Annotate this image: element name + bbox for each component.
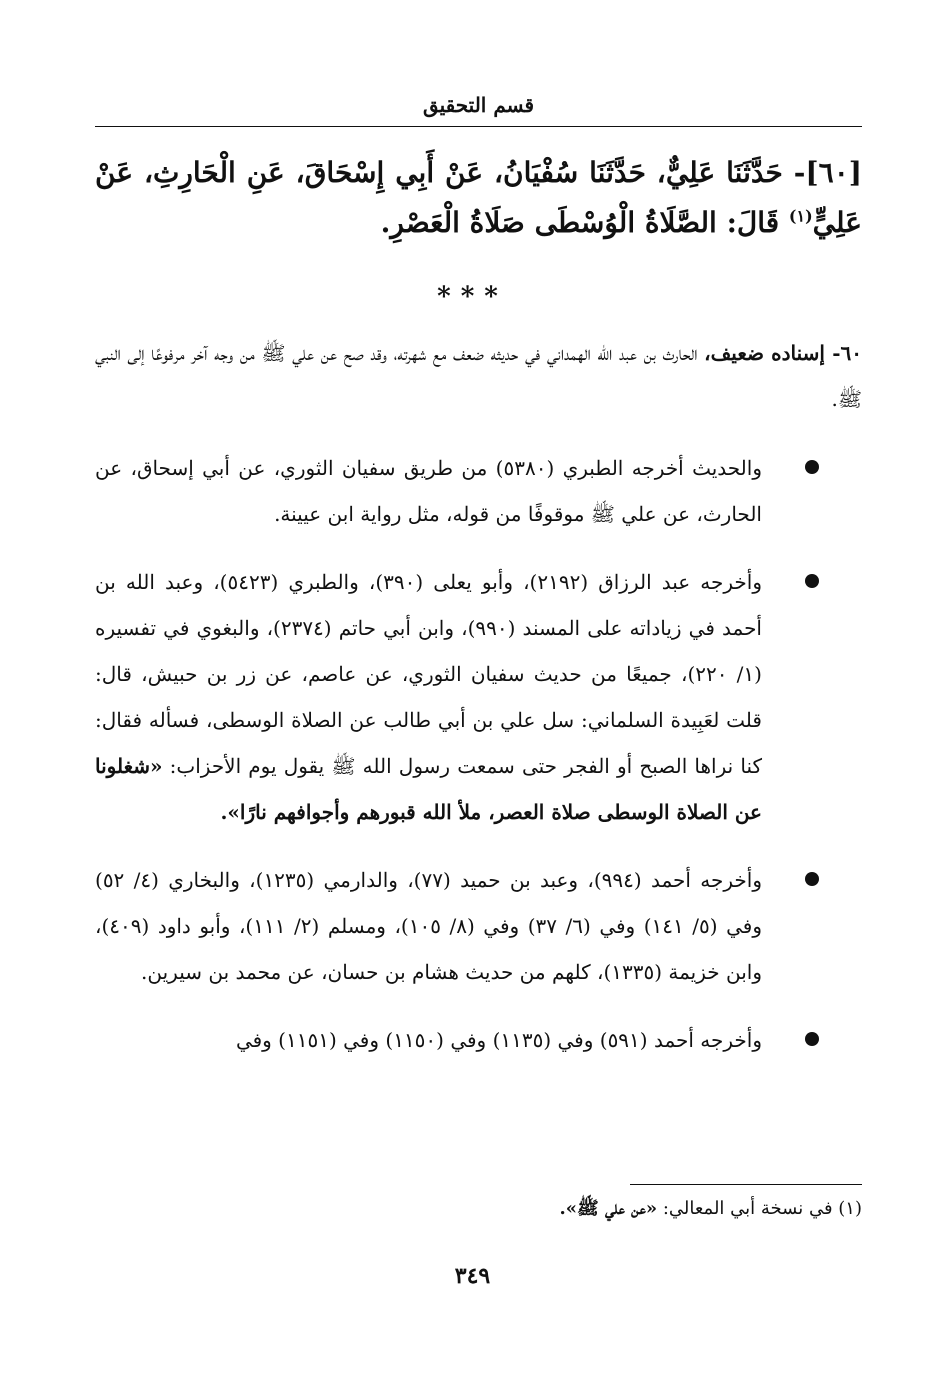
- commentary-paragraph: [95, 330, 862, 422]
- list-item: [95, 559, 862, 835]
- takhrij-list: [95, 445, 862, 1085]
- bullet-icon: [805, 574, 819, 588]
- list-item: [95, 1017, 862, 1063]
- footnote-quote: «عن علي ﷺ».: [559, 1198, 658, 1219]
- list-item: [95, 445, 862, 537]
- list-item-text: وأخرجه أحمد (٥٩١) وفي (١١٣٥) وفي (١١٥٠) وفي (١١٥١) وفي: [235, 1028, 762, 1052]
- list-item-text: وأخرجه أحمد (٩٩٤)، وعبد بن حميد (٧٧)، والدارمي (١٢٣٥)، والبخاري (٤/ ٥٢) وفي (٥/ ١٤١) وفي (٦/ ٣٧) وفي (٨/ ١٠٥)، ومسلم (٢/ ١١١)، وأبو داود (٤٠٩)، وابن خزيمة (١٣٣٥)، كلهم من حديث هشام بن حسان، عن محمد بن سيرين.: [95, 868, 763, 984]
- footnote-divider: [630, 1184, 862, 1185]
- list-item-text: والحديث أخرجه الطبري (٥٣٨٠) من طريق سفيان الثوري، عن أبي إسحاق، عن الحارث، عن علي ﷺ موقوفًا من قوله، مثل رواية ابن عيينة.: [95, 456, 762, 526]
- hadith-text: [95, 148, 862, 248]
- commentary-lead: ٦٠- إسناده ضعيف،: [704, 341, 862, 365]
- list-item: [95, 857, 862, 995]
- list-item-text: وأخرجه عبد الرزاق (٢١٩٢)، وأبو يعلى (٣٩٠)، والطبري (٥٤٢٣)، وعبد الله بن أحمد في زياداته على المسند (٩٩٠)، وابن أبي حاتم (٢٣٧٤)، والبغوي في تفسيره (١/ ٢٢٠)، جميعًا من حديث سفيان الثوري، عن عاصم، عن زر بن حبيش، قال: قلت لعَبِيدة السلماني: سل علي بن أبي طالب عن الصلاة الوسطى، فسأله فقال: كنا نراها الصبح أو الفجر حتى سمعت رسول الله ﷺ يقول يوم الأحزاب:: [95, 570, 762, 778]
- bullet-icon: [805, 1032, 819, 1046]
- footnote-reference[interactable]: (١): [788, 206, 813, 226]
- hadith-text-part-2: قَالَ: الصَّلَاةُ الْوُسْطَى صَلَاةُ الْعَصْرِ.: [380, 206, 789, 239]
- page-number: ٣٤٩: [454, 1263, 491, 1289]
- footnote: [95, 1192, 862, 1226]
- list-item-quote: «شغلونا عن الصلاة الوسطى صلاة العصر، ملأ الله قبورهم وأجوافهم نارًا».: [95, 754, 762, 824]
- section-separator: ***: [437, 282, 508, 312]
- header-divider: [95, 126, 862, 127]
- running-header: قسم التحقيق: [422, 93, 535, 117]
- commentary-text: الحارث بن عبد الله الهمداني في حديثه ضعف مع شهرته، وقد صح عن علي ﷺ من وجه آخر مرفوعًا إلى النبي ﷺ.: [95, 341, 862, 411]
- bullet-icon: [805, 872, 819, 886]
- bullet-icon: [805, 460, 819, 474]
- hadith-text-part-1: [٦٠]- حَدَّثَنَا عَلِيٌّ، حَدَّثَنَا سُفْيَانُ، عَنْ أَبِي إِسْحَاقَ، عَنِ الْحَارِثِ، عَنْ عَلِيٍّ: [95, 156, 862, 239]
- footnote-text: (١) في نسخة أبي المعالي:: [657, 1198, 862, 1219]
